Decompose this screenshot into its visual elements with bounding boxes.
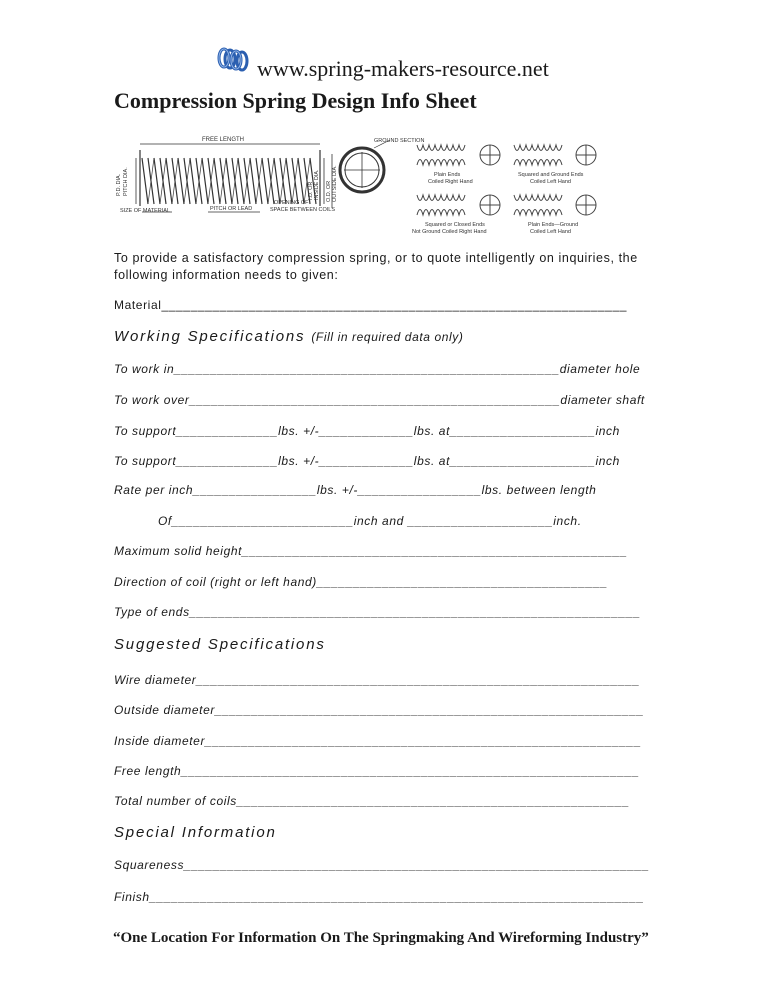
size-of-material-label: SIZE OF MATERIAL [120, 208, 171, 214]
support-field-1[interactable]: To support______________lbs. +/-_____________lbs. at____________________inch [114, 424, 620, 438]
pitch-or-lead-label: PITCH OR LEAD [210, 206, 253, 212]
type-of-ends-field[interactable]: Type of ends______________________________________________________________ [114, 605, 641, 619]
intro-text: To provide a satisfactory compression spring, or to quote intelligently on inquiries, the following information needs to given: [114, 251, 638, 282]
opening-label-1: OPENING OF [274, 200, 309, 206]
end-squared-ground-label-2: Coiled Left Hand [530, 179, 571, 185]
page-title: Compression Spring Design Info Sheet [114, 88, 477, 113]
total-coils-field[interactable]: Total number of coils______________________________________________________ [114, 794, 630, 808]
footer-tagline: “One Location For Information On The Springmaking And Wireforming Industry” [113, 930, 649, 946]
free-length-label: FREE LENGTH [202, 137, 245, 143]
ground-section-drawing [340, 140, 390, 192]
end-plain-ground-label-1: Plain Ends—Ground [528, 222, 579, 228]
work-over-field[interactable]: To work over___________________________________________________diameter shaft [114, 393, 645, 407]
end-plain-ground-label-2: Coiled Left Hand [530, 229, 571, 235]
material-field[interactable]: Material________________________________________________________________ [114, 298, 628, 312]
working-heading-text: Working Specifications [114, 328, 306, 345]
length-range-field[interactable]: Of_________________________inch and ____________________inch. [158, 514, 582, 528]
max-solid-height-field[interactable]: Maximum solid height_____________________________________________________ [114, 544, 628, 558]
finish-field[interactable]: Finish____________________________________________________________________ [114, 890, 645, 904]
work-in-field[interactable]: To work in_____________________________________________________diameter hole [114, 362, 641, 376]
spring-logo-icon [216, 44, 252, 74]
end-squared-closed-label-1: Squared or Closed Ends [425, 222, 485, 228]
od-dia-label: O.D. OR [326, 180, 332, 202]
opening-label-2: SPACE BETWEEN COILS [270, 207, 335, 213]
spring-diagram [112, 130, 612, 238]
pitch-dia-label: PITCH DIA. [123, 167, 129, 196]
suggested-specifications-heading: Suggested Specifications [114, 636, 326, 653]
end-squared-ground-label-1: Squared and Ground Ends [518, 172, 584, 178]
end-plain-label-2: Coiled Right Hand [428, 179, 473, 185]
working-heading-note: (Fill in required data only) [311, 330, 464, 344]
working-specifications-heading [114, 328, 464, 345]
end-squared-closed-label-2: Not Ground Coiled Right Hand [412, 229, 487, 235]
support-field-2[interactable]: To support______________lbs. +/-_____________lbs. at____________________inch [114, 454, 620, 468]
end-plain-label-1: Plain Ends [434, 172, 461, 178]
ground-section-label: GROUND SECTION [374, 138, 425, 144]
coil-direction-field[interactable]: Direction of coil (right or left hand)________________________________________ [114, 575, 608, 589]
rate-per-inch-field[interactable]: Rate per inch_________________lbs. +/-_________________lbs. between length [114, 483, 597, 497]
wire-diameter-field[interactable]: Wire diameter_____________________________________________________________ [114, 673, 641, 687]
outside-dia-label: OUTSIDE DIA. [332, 165, 338, 202]
site-url[interactable]: www.spring-makers-resource.net [257, 56, 549, 81]
inside-dia-label: INSIDE DIA. [314, 169, 320, 200]
id-dia-label: I.D. OR [308, 181, 314, 200]
special-information-heading: Special Information [114, 824, 277, 841]
outside-diameter-field[interactable]: Outside diameter___________________________________________________________ [114, 703, 645, 717]
pd-dia-label: P.D. DIA. [116, 173, 122, 196]
inside-diameter-field[interactable]: Inside diameter____________________________________________________________ [114, 734, 642, 748]
squareness-field[interactable]: Squareness________________________________________________________________ [114, 858, 650, 872]
free-length-field[interactable]: Free length_______________________________________________________________ [114, 764, 640, 778]
